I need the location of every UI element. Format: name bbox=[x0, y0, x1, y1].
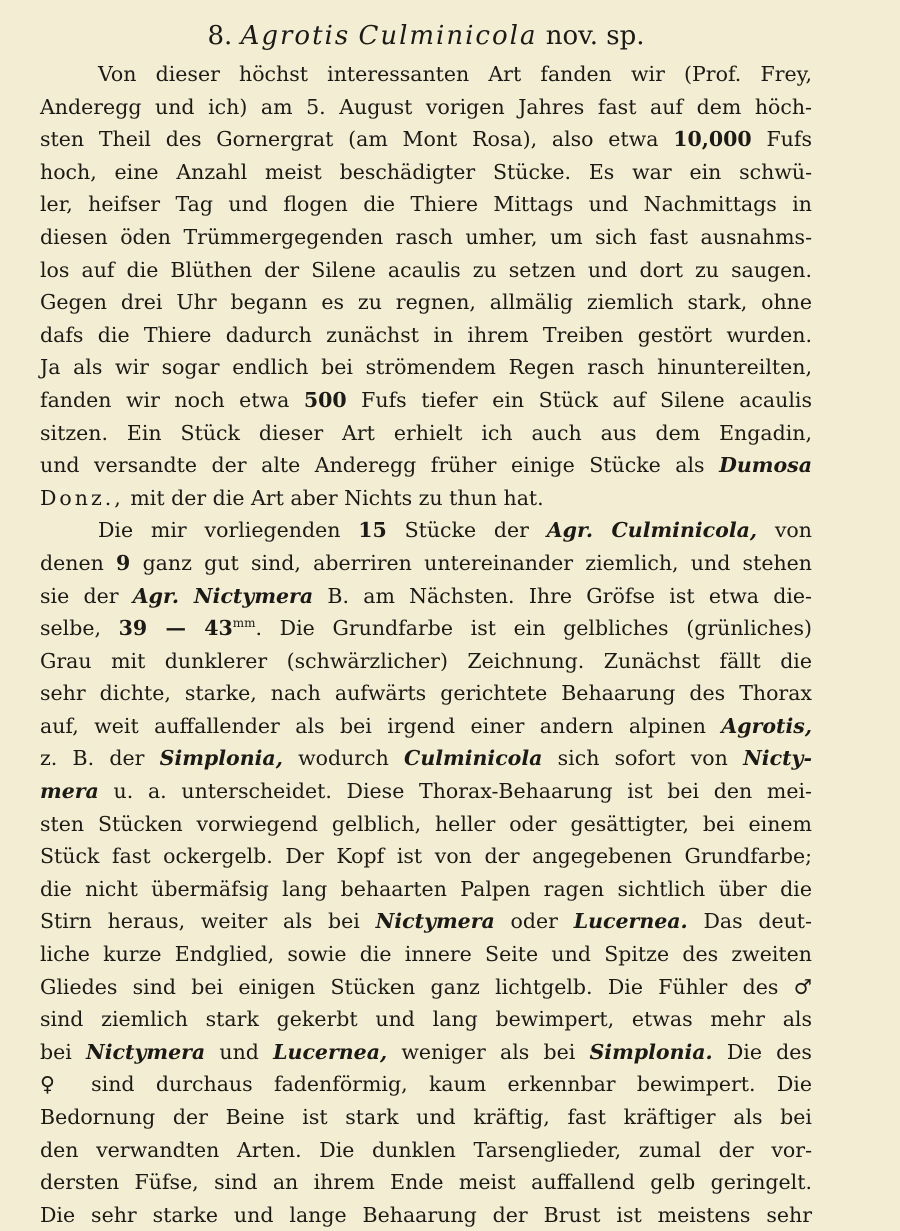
text-line: sehr dichte, starke, nach aufwärts gerichtete Behaarung des Thorax bbox=[40, 681, 812, 706]
text-line: sten Theil des Gornergrat (am Mont Rosa), also etwa 10,000 Fufs bbox=[40, 127, 812, 152]
species-ref: Lucernea. bbox=[573, 909, 688, 934]
text-line: sie der Agr. Nictymera B. am Nächsten. Ihre Gröfse ist etwa die- bbox=[40, 583, 812, 608]
species-ref: Dumosa bbox=[719, 453, 812, 478]
paragraph-discovery bbox=[40, 58, 812, 514]
text-line: auf, weit auffallender als bei irgend einer andern alpinen Agrotis, bbox=[40, 713, 812, 738]
text-line: dersten Füfse, sind an ihrem Ende meist auffallend gelb geringelt. bbox=[40, 1170, 812, 1195]
text-line: selbe, 39 — $43^{mm}$. Die Grundfarbe ist ein gelbliches (grünliches) bbox=[40, 616, 812, 641]
female-symbol-icon: ♀ bbox=[40, 1072, 70, 1097]
text-line: liche kurze Endglied, sowie die innere Seite und Spitze des zweiten bbox=[40, 942, 812, 967]
species-ref: Agr. Culminicola, bbox=[546, 518, 758, 543]
text-line: los auf die Blüthen der Silene acaulis zu setzen und dort zu saugen. bbox=[40, 257, 812, 282]
text-line: z. B. der Simplonia, wodurch Culminicola sich sofort von Nicty- bbox=[40, 746, 812, 771]
species-heading bbox=[40, 16, 812, 58]
text-line: Stück fast ockergelb. Der Kopf ist von der angegebenen Grundfarbe; bbox=[40, 844, 812, 869]
text-line: Bedornung der Beine ist stark und kräftig, fast kräftiger als bei bbox=[40, 1105, 812, 1129]
text-line: die nicht übermäfsig lang behaarten Palpen ragen sichtlich über die bbox=[40, 876, 812, 901]
species-ref: Simplonia. bbox=[589, 1039, 713, 1064]
text-line: Grau mit dunklerer (schwärzlicher) Zeichnung. Zunächst fällt die bbox=[40, 648, 812, 673]
text-line: mera u. a. unterscheidet. Diese Thorax-Behaarung ist bei den mei- bbox=[40, 779, 812, 804]
text-line: den verwandten Arten. Die dunklen Tarsenglieder, zumal der vor- bbox=[40, 1137, 812, 1162]
text-line: denen 9 ganz gut sind, aberriren untereinander ziemlich, und stehen bbox=[40, 550, 812, 575]
text-line: sind ziemlich stark gekerbt und lang bewimpert, etwas mehr als bbox=[40, 1007, 812, 1032]
species-number: 8. bbox=[207, 21, 233, 51]
text-line: dafs die Thiere dadurch zunächst in ihrem Treiben gestört wurden. bbox=[40, 322, 812, 347]
species-name: Culminicola bbox=[358, 21, 538, 51]
text-line: ler, heifser Tag und flogen die Thiere Mittags und Nachmittags in bbox=[40, 192, 812, 217]
text-line: sitzen. Ein Stück dieser Art erhielt ich auch aus dem Engadin, bbox=[40, 420, 812, 445]
text-line: sten Stücken vorwiegend gelblich, heller oder gesättigter, bei einem bbox=[40, 811, 812, 836]
species-ref: Nictymera bbox=[375, 909, 495, 934]
species-ref: Agrotis, bbox=[721, 713, 812, 738]
text-line: und versandte der alte Anderegg früher einige Stücke als Dumosa bbox=[40, 453, 812, 478]
species-ref: Agr. Nictymera bbox=[132, 583, 314, 608]
text-line: Stirn heraus, weiter als bei Nictymera oder Lucernea. Das deut- bbox=[40, 909, 812, 934]
text-line: bei Nictymera und Lucernea, weniger als bei Simplonia. Die des bbox=[40, 1039, 812, 1064]
unit-superscript: mm bbox=[232, 616, 256, 631]
species-status: nov. sp. bbox=[545, 21, 645, 51]
text-line: Donz., mit der die Art aber Nichts zu thun hat. bbox=[40, 485, 544, 510]
text-line: fanden wir noch etwa 500 Fufs tiefer ein Stück auf Silene acaulis bbox=[40, 387, 812, 412]
text-line: ♀ sind durchaus fadenförmig, kaum erkennbar bewimpert. Die bbox=[40, 1072, 812, 1097]
text-line: Ja als wir sogar endlich bei strömendem Regen rasch hinuntereilten, bbox=[40, 355, 812, 380]
text-line: diesen öden Trümmergegenden rasch umher, um sich fast ausnahms- bbox=[40, 224, 812, 249]
text-line: Gliedes sind bei einigen Stücken ganz lichtgelb. Die Fühler des ♂ bbox=[40, 974, 812, 999]
text-line: Anderegg und ich) am 5. August vorigen Jahres fast auf dem höch- bbox=[40, 94, 812, 119]
species-ref: Lucernea, bbox=[273, 1039, 388, 1064]
text-line: Die sehr starke und lange Behaarung der Brust ist meistens sehr bbox=[40, 1202, 812, 1227]
species-ref: mera bbox=[40, 779, 99, 804]
author-ref: Donz., bbox=[40, 485, 124, 510]
species-ref: Nicty- bbox=[743, 746, 812, 771]
male-symbol-icon: ♂ bbox=[793, 974, 812, 999]
species-ref: Simplonia, bbox=[159, 746, 283, 771]
text-line: Gegen drei Uhr begann es zu regnen, allmälig ziemlich stark, ohne bbox=[40, 290, 812, 315]
text-line: hoch, eine Anzahl meist beschädigter Stücke. Es war ein schwü- bbox=[40, 159, 812, 184]
text-line: Von dieser höchst interessanten Art fanden wir (Prof. Frey, bbox=[98, 62, 812, 86]
species-ref: Nictymera bbox=[86, 1039, 206, 1064]
text-line: Die mir vorliegenden 15 Stücke der Agr. Culminicola, von bbox=[98, 518, 812, 543]
paragraph-description bbox=[40, 514, 812, 1231]
genus-name: Agrotis bbox=[240, 21, 351, 51]
species-ref: Culminicola bbox=[404, 746, 543, 771]
